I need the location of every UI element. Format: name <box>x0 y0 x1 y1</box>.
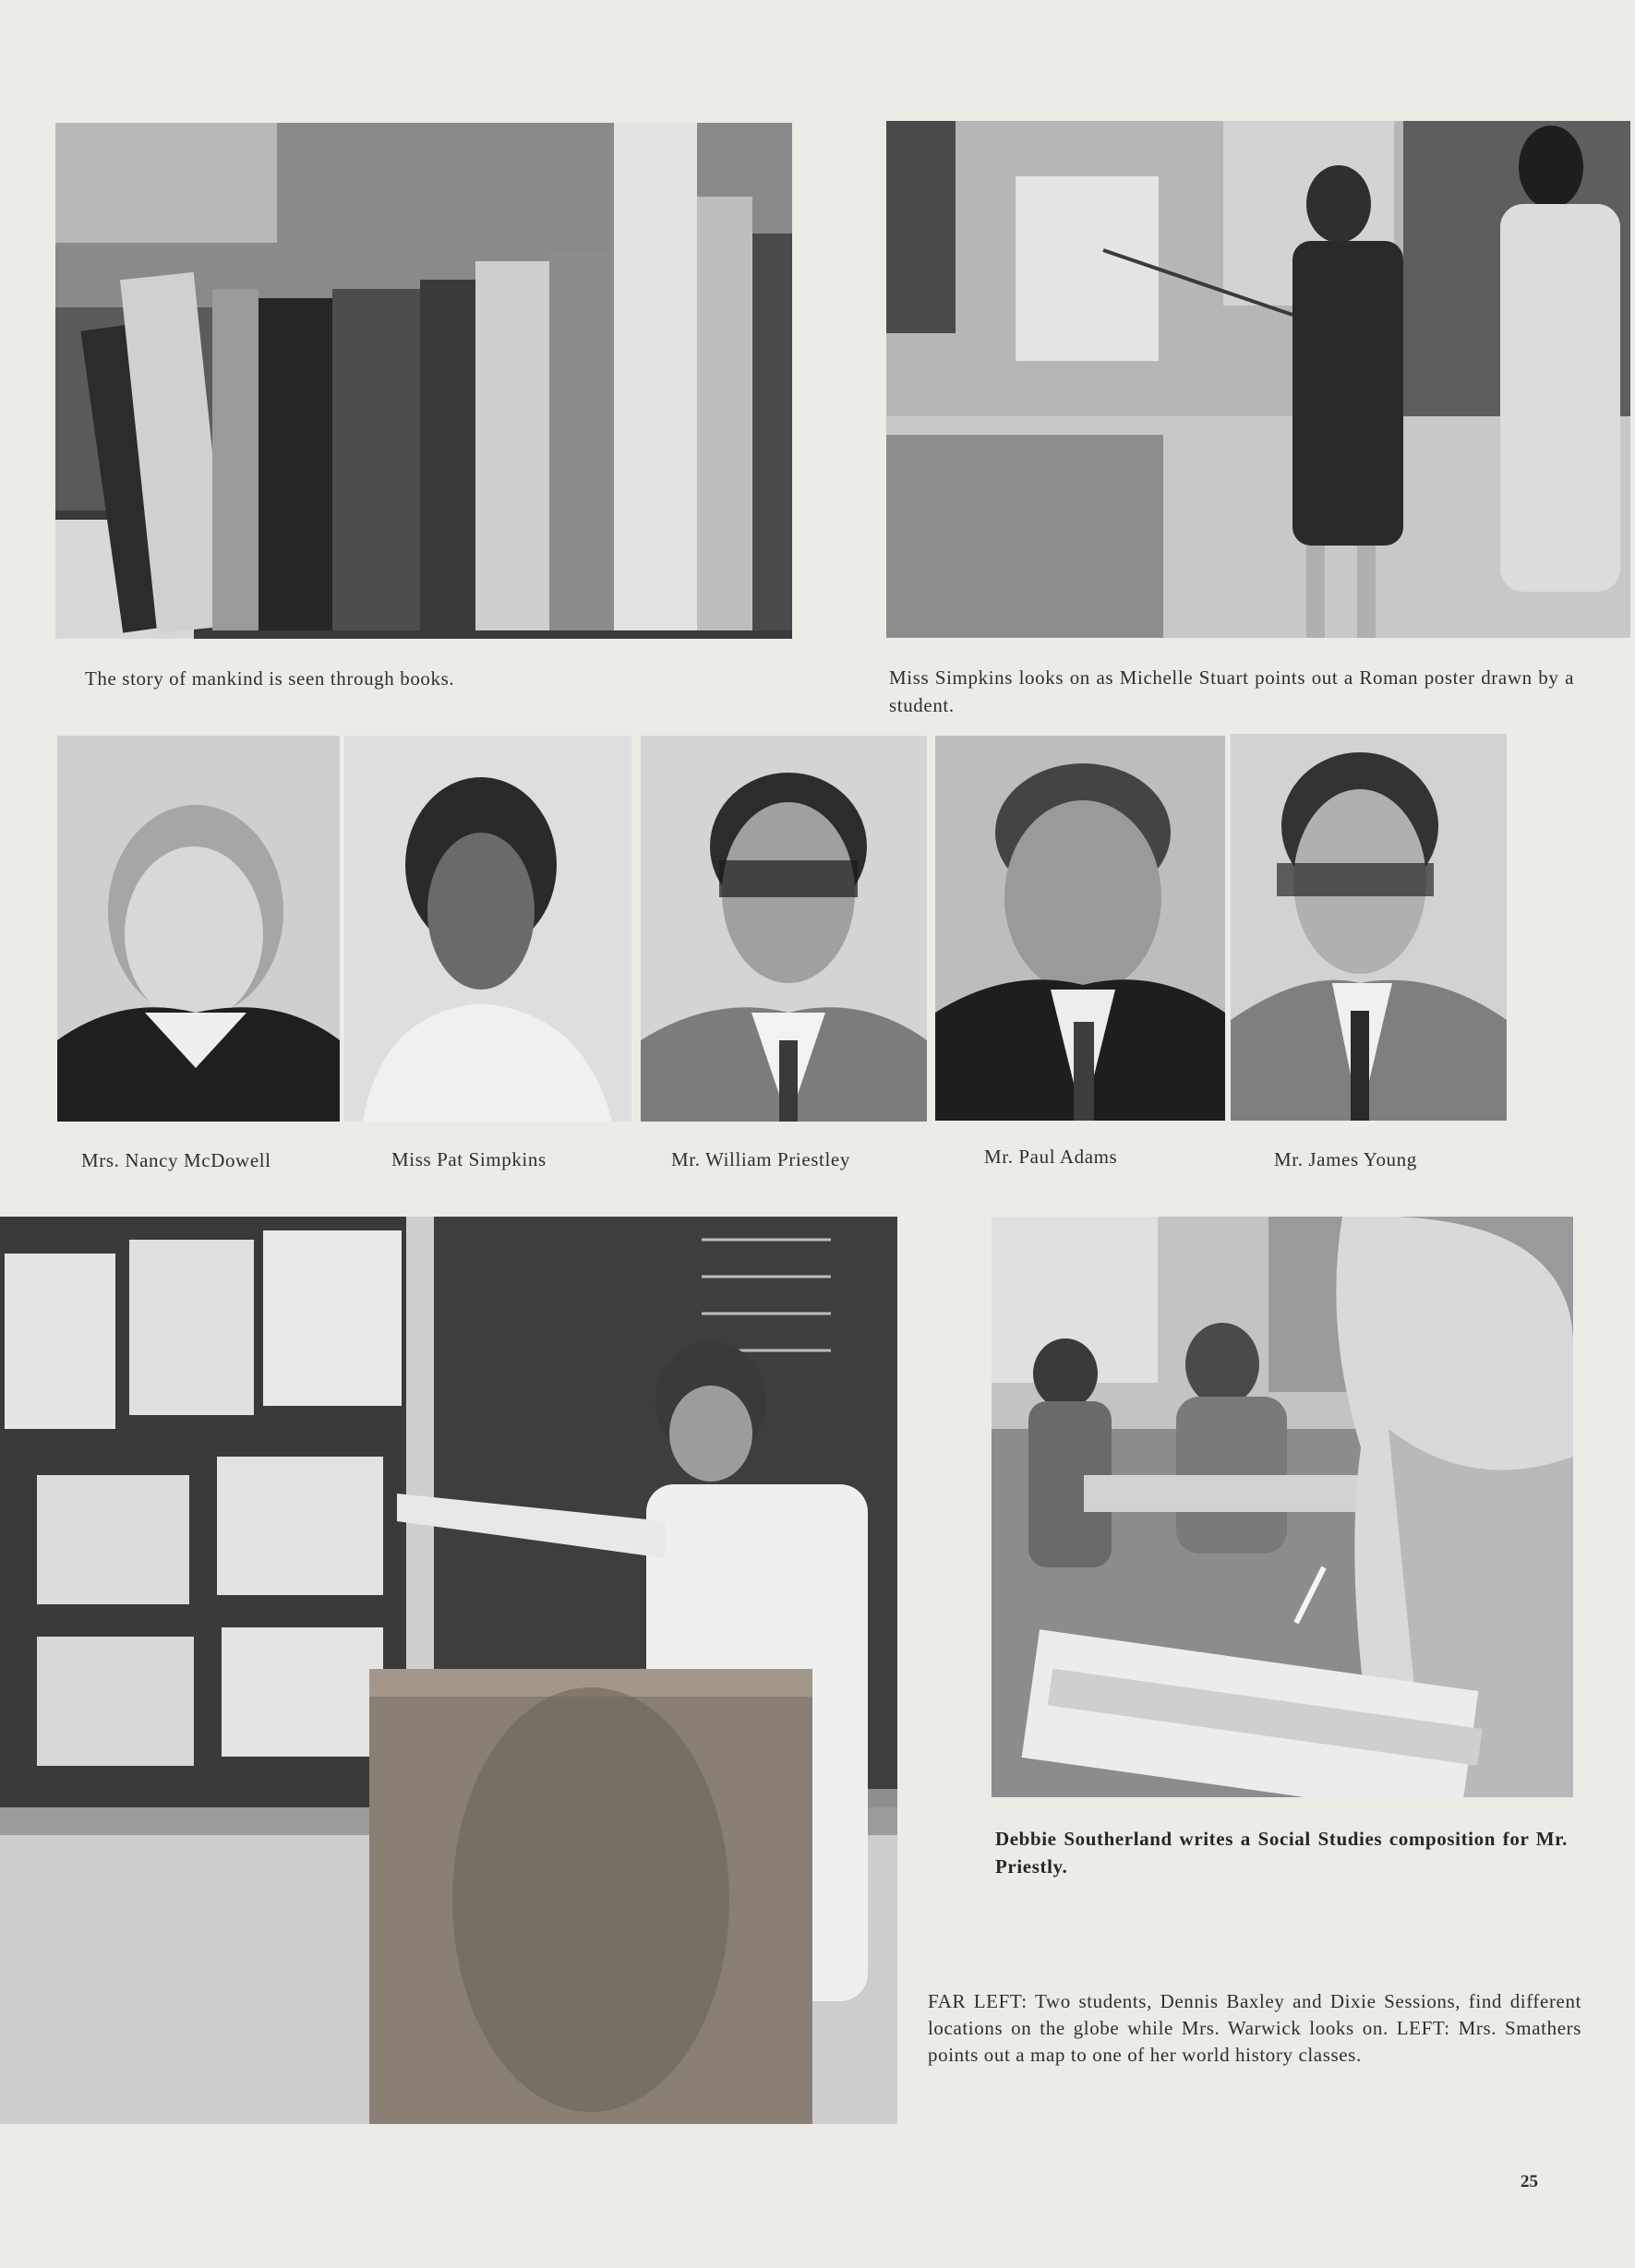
page-number: 25 <box>1521 2172 1538 2191</box>
faculty-name-mcdowell: Mrs. Nancy McDowell <box>81 1149 271 1171</box>
far-left-caption: FAR LEFT: Two students, Dennis Baxley and Dixie Sessions, find different locations on the globe while Mrs. Warwick looks on. LEFT: Mrs. Smathers points out a map to one of her world history classes. <box>928 1990 1581 2066</box>
portrait-young <box>1231 734 1507 1121</box>
debbie-caption: Debbie Southerland writes a Social Studies composition for Mr. Priestly. <box>995 1828 1568 1878</box>
faculty-name-adams: Mr. Paul Adams <box>984 1146 1118 1168</box>
portrait-priestley <box>641 736 927 1122</box>
portrait-simpkins <box>344 736 631 1122</box>
poster-classroom-photo <box>886 121 1630 638</box>
portrait-mcdowell <box>57 736 340 1122</box>
poster-caption: Miss Simpkins looks on as Michelle Stuart points out a Roman poster drawn by a student. <box>889 666 1574 716</box>
faculty-name-priestley: Mr. William Priestley <box>671 1148 850 1170</box>
student-writing-photo <box>992 1217 1573 1797</box>
faculty-name-simpkins: Miss Pat Simpkins <box>391 1148 547 1170</box>
books-caption: The story of mankind is seen through books. <box>85 667 455 690</box>
map-lesson-photo <box>0 1217 897 2124</box>
faculty-name-young: Mr. James Young <box>1274 1148 1417 1170</box>
portrait-adams <box>935 736 1225 1121</box>
books-photo <box>55 123 792 639</box>
